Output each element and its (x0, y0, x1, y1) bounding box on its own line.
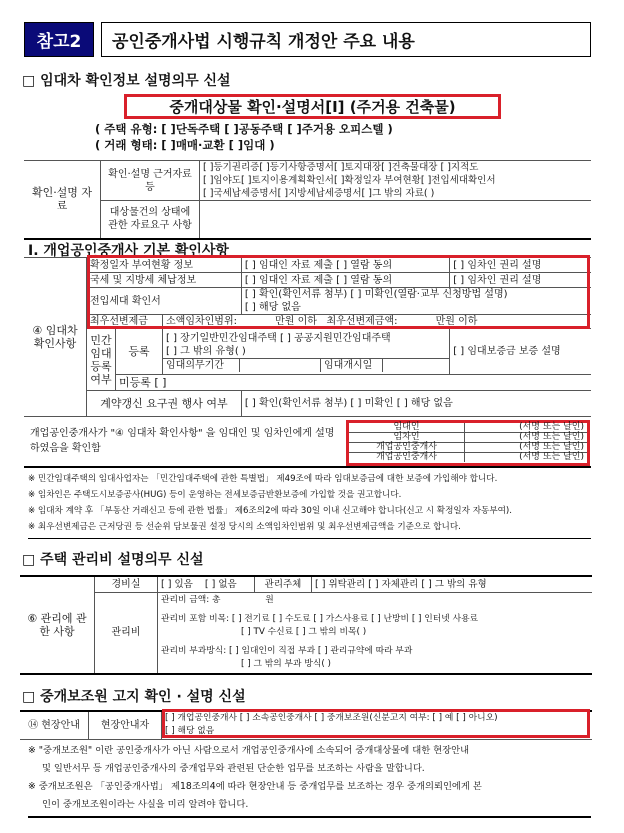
management-table (20, 575, 592, 675)
request-value (200, 201, 592, 239)
note: 인이 중개보조원이라는 사실을 미리 알려야 합니다. (42, 799, 249, 810)
fee-items: 관리비 포함 비목: [ ] 전기료 [ ] 수도료 [ ] 가스사용료 [ ] 난방비 [ ] 인터넷 사용료 (161, 614, 479, 625)
signer-sign[interactable]: (서명 또는 날인) (465, 443, 587, 453)
renewal-label: 계약갱신 요구권 행사 여부 (87, 391, 242, 417)
unregistered-option: 미등록 [ ] (116, 375, 592, 391)
basis-line: [ ]임야도[ ]토지이용계획확인서[ ]확정일자 부여현황[ ]전입세대확인서 (203, 175, 496, 186)
signer-role: 개업공인중개사 (349, 443, 465, 453)
move-in-none: [ ] 해당 없음 (244, 302, 301, 313)
registered-label: 등록 (116, 329, 163, 375)
signer-role: 임대인 (349, 423, 465, 433)
fee-method: 관리비 부과방식: [ ] 임대인이 직접 부과 [ ] 관리규약에 따라 부과 (161, 646, 413, 657)
lease-highlight (87, 255, 590, 329)
form-title-highlight (124, 94, 501, 119)
materials-table (24, 160, 591, 240)
priority-label: 최우선변제금 (87, 315, 163, 329)
lease-row-b: [ ] 임차인 권리 설명 (450, 258, 591, 273)
lease-row-a: [ ] 임대인 자료 제출 [ ] 열람 동의 (241, 258, 449, 273)
materials-label: 확인·설명 자료 (24, 161, 101, 239)
move-in-label: 전입세대 확인서 (87, 288, 242, 315)
part1-heading: Ⅰ. 개업공인중개사 기본 확인사항 (28, 243, 229, 259)
registered-other: [ ] 그 밖의 유형( ) (166, 345, 246, 357)
request-label: 대상물건의 상태에 관한 자료요구 사항 (101, 201, 200, 239)
fee-method-other: [ ] 그 밖의 부과 방식( ) (241, 659, 331, 670)
lease-row-b: [ ] 임차인 권리 설명 (450, 273, 591, 288)
confirm-text: 개업공인중개사가 "④ 임대차 확인사항" 을 임대인 및 임차인에게 설명하였음을 확인함 (30, 428, 335, 454)
priority-amount: 최우선변제금액: 만원 이하 (326, 316, 478, 327)
manager-label: 관리주체 (255, 576, 312, 592)
page-title-text: 공인중개사법 시행규칙 개정안 주요 내용 (112, 32, 415, 52)
note: 및 일반서무 등 개업공인중개사의 중개업무와 관련된 단순한 업무를 보조하는 사람을 말합니다. (42, 763, 425, 774)
lease-notes (28, 471, 591, 539)
basis-label: 확인·설명 근거자료 등 (101, 161, 200, 201)
lease-label: ④ 임대차 확인사항 (24, 258, 87, 417)
move-in-option: [ ] 확인(확인서류 첨부) [ ] 미확인(열람·교부 신청방법 설명) (244, 289, 508, 300)
guarantee-option: [ ] 임대보증금 보증 설명 (450, 329, 591, 375)
renewal-value: [ ] 확인(확인서류 첨부) [ ] 미확인 [ ] 해당 없음 (241, 391, 591, 417)
fee-amount: 관리비 금액: 총 원 (161, 595, 274, 606)
note: ※ 중개보조원은 「공인중개사법」 제18조의4에 따라 현장안내 등 중개업무를 보조하는 경우 중개의뢰인에게 본 (28, 781, 482, 792)
section2-heading: □ 주택 관리비 설명의무 신설 (22, 552, 204, 568)
signer-role: 개업공인중개사 (349, 453, 465, 463)
registered-option: [ ] 장기일반민간임대주택 [ ] 공공지원민간임대주택 (166, 332, 391, 344)
section1-heading: □ 임대차 확인정보 설명의무 신설 (22, 73, 231, 89)
note: ※ 최우선변제금은 근저당권 등 선순위 담보물권 설정 당시의 소액임차인범위 및 최우선변제금액을 기준으로 합니다. (28, 522, 461, 532)
manager-value: [ ] 위탁관리 [ ] 자체관리 [ ] 그 밖의 유형 (312, 576, 593, 592)
lease-row-a: [ ] 임대인 자료 제출 [ ] 열람 동의 (241, 273, 449, 288)
guard-label: 경비실 (95, 576, 158, 592)
guard-value: [ ] 있음 [ ] 없음 (158, 576, 255, 592)
note: ※ 임대차 계약 후 「부동산 거래신고 등에 관한 법률」 제6조의2에 따라 30일 이내 신고해야 합니다(신고 시 확정일자 자동부여). (28, 506, 513, 516)
housing-type: ( 주택 유형: [ ]단독주택 [ ]공동주택 [ ]주거용 오피스텔 ) (95, 122, 393, 136)
guide-options: [ ] 개업공인중개사 [ ] 소속공인중개사 [ ] 중개보조원(신분고지 여부: [ ] 예 [ ] 아니오) (165, 713, 498, 724)
basis-line: [ ]등기권리증[ ]등기사항증명서[ ]토지대장[ ]건축물대장 [ ]지적도 (203, 162, 479, 173)
guide-highlight (162, 709, 590, 738)
signer-table (349, 423, 587, 462)
duty-period-label: 임대의무기간 (163, 359, 240, 372)
lease-row-label: 국세 및 지방세 체납정보 (87, 273, 242, 288)
fee-label: 관리비 (95, 592, 158, 674)
note: ※ "중개보조원" 이란 공인중개사가 아닌 사람으로서 개업공인중개사에 소속되어 중개대상물에 대한 현장안내 (28, 745, 470, 756)
guide-none: [ ] 해당 없음 (165, 726, 215, 737)
deal-type: ( 거래 형태: [ ]매매·교환 [ ]임대 ) (95, 138, 275, 152)
lease-row-label: 확정일자 부여현황 정보 (87, 258, 242, 273)
signer-sign[interactable]: (서명 또는 날인) (465, 433, 587, 443)
site-guide-label: ⑭ 현장안내 (20, 711, 89, 739)
signer-sign[interactable]: (서명 또는 날인) (465, 423, 587, 433)
signer-sign[interactable]: (서명 또는 날인) (465, 453, 587, 463)
note: ※ 민간임대주택의 임대사업자는 「민간임대주택에 관한 특별법」 제49조에 따라 임대보증금에 대한 보증에 가입해야 합니다. (28, 474, 498, 484)
basis-line: [ ]국세납세증명서[ ]지방세납세증명서[ ]그 밖의 자료( ) (203, 188, 435, 199)
form-title: 중개대상물 확인·설명서[Ⅰ] (주거용 건축물) (169, 98, 456, 116)
private-label: 민간 임대 등록 여부 (87, 329, 116, 391)
guide-notes (28, 742, 591, 818)
page-title (101, 22, 591, 57)
section3-heading: □ 중개보조원 고지 확인 · 설명 신설 (22, 689, 246, 705)
management-label: ⑥ 관리에 관한 사항 (20, 576, 95, 674)
fee-items-more: [ ] TV 수신료 [ ] 그 밖의 비목( ) (241, 627, 367, 638)
note: ※ 임차인은 주택도시보증공사(HUG) 등이 운영하는 전세보증금반환보증에 가입할 것을 권고합니다. (28, 490, 402, 500)
guide-label: 현장안내자 (89, 711, 162, 739)
signer-role: 임차인 (349, 433, 465, 443)
start-date-label: 임대개시일 (321, 359, 383, 372)
priority-range: 소액임차인범위: 만원 이하 (166, 316, 317, 327)
reference-badge: 참고2 (24, 22, 94, 57)
confirm-block (24, 420, 591, 468)
